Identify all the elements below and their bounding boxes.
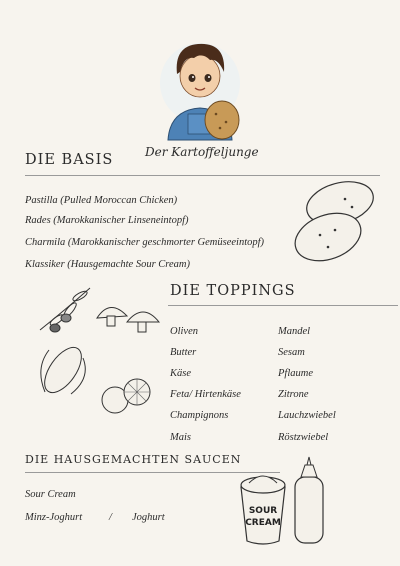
brand-name: Der Kartoffeljunge <box>145 145 259 159</box>
sauce-item-1: Sour Cream <box>25 489 76 500</box>
sauce-separator: / <box>109 512 112 523</box>
topping-right-6: Röstzwiebel <box>278 432 329 443</box>
sauce-item-2: Minz-Joghurt <box>25 512 83 523</box>
topping-right-5: Lauchzwiebel <box>278 410 336 421</box>
topping-left-6: Mais <box>170 432 191 443</box>
topping-right-1: Mandel <box>278 326 311 337</box>
toppings-illustration <box>35 280 165 420</box>
section-title-basis: DIE BASIS <box>25 152 114 168</box>
mascot-illustration <box>150 28 250 148</box>
basis-item-1: Pastilla (Pulled Moroccan Chicken) <box>25 195 178 206</box>
cup-label-1: SOUR <box>248 506 278 516</box>
topping-left-5: Champignons <box>170 410 229 421</box>
topping-right-2: Sesam <box>278 347 305 358</box>
divider <box>168 305 398 306</box>
basis-item-3: Charmila (Marokkanischer geschmorter Gemüseeintopf) <box>25 237 265 248</box>
topping-left-2: Butter <box>170 347 197 358</box>
potatoes-illustration <box>290 175 380 275</box>
sauce-item-3: Joghurt <box>132 512 165 523</box>
topping-left-3: Käse <box>170 368 191 379</box>
topping-left-1: Oliven <box>170 326 198 337</box>
basis-item-4: Klassiker (Hausgemachte Sour Cream) <box>25 259 190 270</box>
topping-right-4: Zitrone <box>278 389 309 400</box>
section-title-saucen: DIE HAUSGEMACHTEN SAUCEN <box>25 453 242 466</box>
cup-label-2: CREAM <box>245 518 281 528</box>
sauce-illustration <box>235 455 335 550</box>
basis-item-2: Rades (Marokkanischer Linseneintopf) <box>25 215 189 226</box>
topping-left-4: Feta/ Hirtenkäse <box>170 389 241 400</box>
topping-right-3: Pflaume <box>278 368 313 379</box>
section-title-toppings: DIE TOPPINGS <box>170 283 296 299</box>
